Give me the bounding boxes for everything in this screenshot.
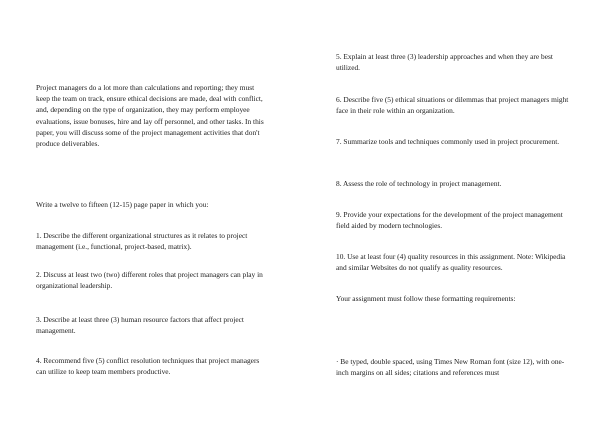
- right-page: [300, 0, 600, 424]
- list-item-8: 8. Assess the role of technology in project management.: [336, 179, 502, 188]
- formatting-heading: Your assignment must follow these formatting requirements:: [336, 294, 516, 303]
- list-item-10: 10. Use at least four (4) quality resources in this assignment. Note: Wikipedia and similar Websites do not qualify as quality resources.: [336, 252, 566, 273]
- intro-paragraph: Project managers do a lot more than calculations and reporting; they must keep the team on track, ensure ethical decisions are made, deal with conflict, and, depending on the type of organization, they may perform employee evaluations, issue bonuses, hire and lay off personnel, and other tasks. In this paper, you will discuss some of the project management activities that don't produce deliverables.: [36, 83, 264, 149]
- list-item-7: 7. Summarize tools and techniques commonly used in project procurement.: [336, 137, 560, 146]
- instruction-line: Write a twelve to fifteen (12-15) page paper in which you:: [36, 200, 209, 209]
- list-item-4: 4. Recommend five (5) conflict resolution techniques that project managers can utilize to keep team members productive.: [36, 356, 260, 377]
- list-item-2: 2. Discuss at least two (two) different roles that project managers can play in organizational leadership.: [36, 270, 263, 291]
- list-item-3: 3. Describe at least three (3) human resource factors that affect project management.: [36, 315, 244, 336]
- formatting-bullet: · Be typed, double spaced, using Times New Roman font (size 12), with one-inch margins on all sides; citations and references must: [336, 357, 565, 378]
- list-item-1: 1. Describe the different organizational structures as it relates to project management (i.e., functional, project-based, matrix).: [36, 231, 248, 252]
- list-item-5: 5. Explain at least three (3) leadership approaches and when they are best utilized.: [336, 52, 553, 73]
- list-item-9: 9. Provide your expectations for the development of the project management field aided by modern technologies.: [336, 210, 563, 231]
- list-item-6: 6. Describe five (5) ethical situations or dilemmas that project managers might face in their role within an organization.: [336, 95, 569, 116]
